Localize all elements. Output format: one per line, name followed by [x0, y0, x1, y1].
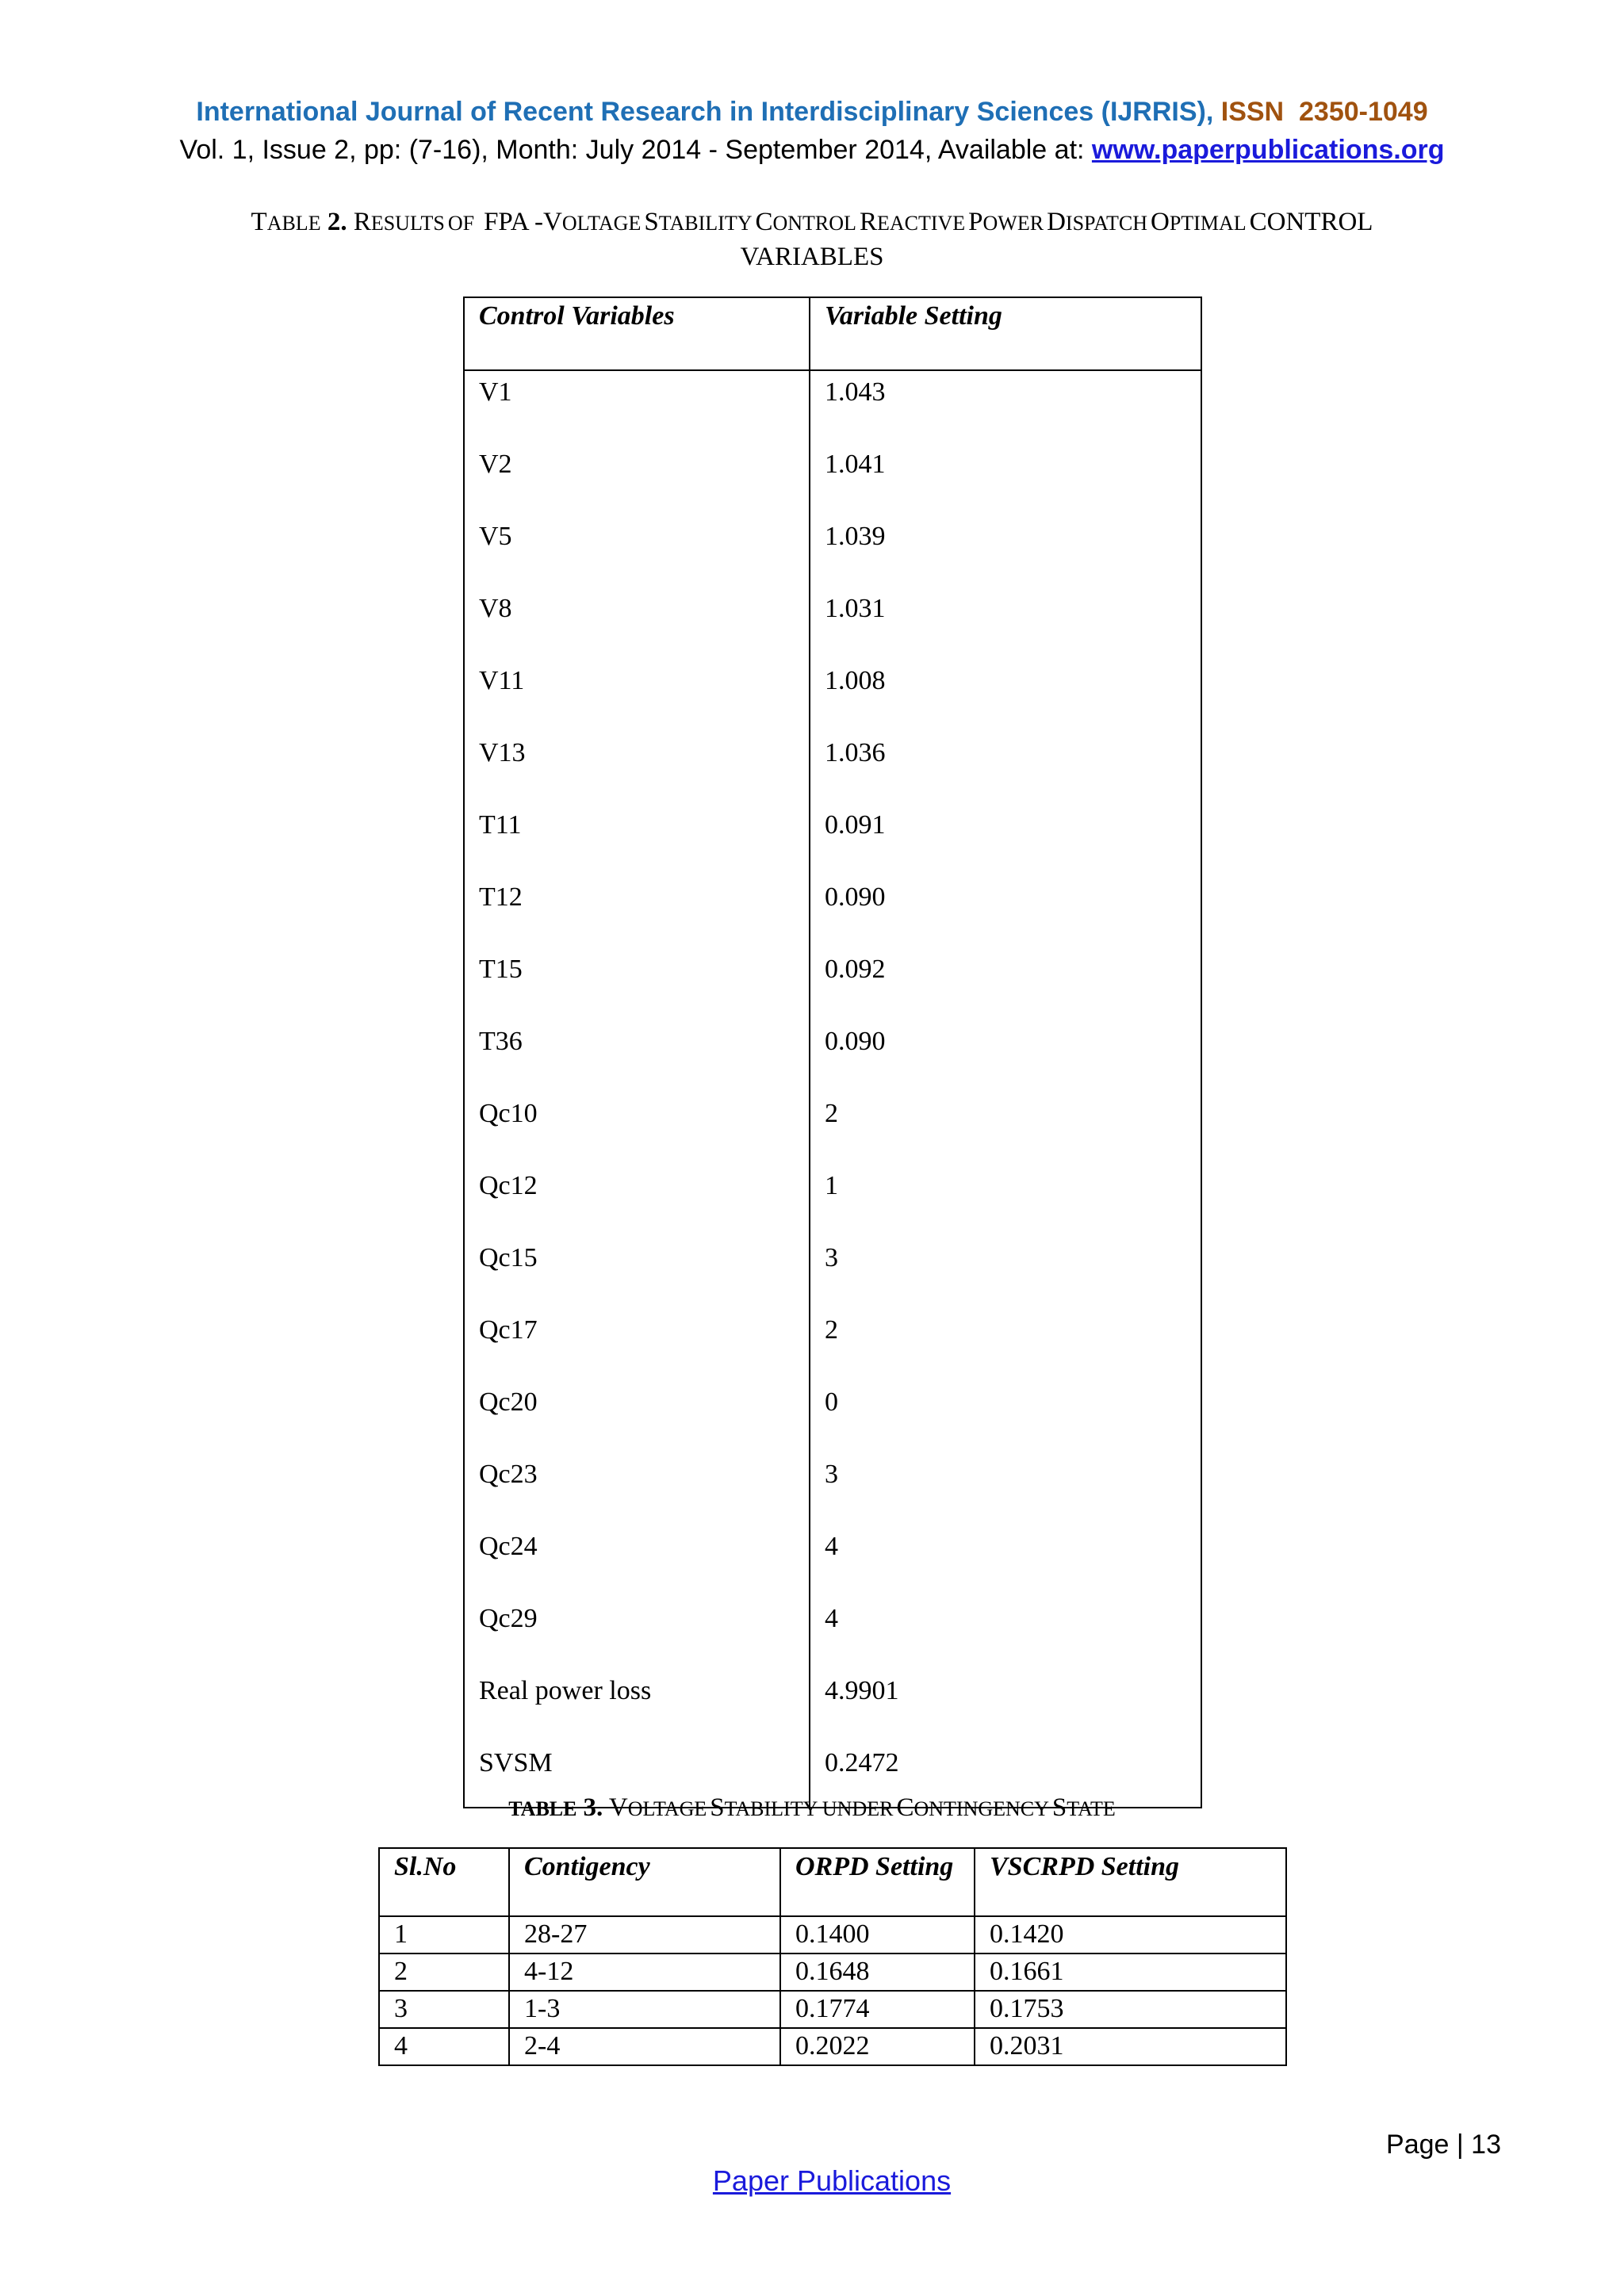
table-row: [464, 666, 1201, 738]
table-cell: 0.1648: [780, 1954, 975, 1991]
table-row: [464, 738, 1201, 810]
table-row: [464, 1604, 1201, 1676]
table-cell: T11: [464, 810, 810, 882]
col-header-vscrpd-setting: VSCRPD Setting: [975, 1848, 1286, 1916]
table-row: [464, 522, 1201, 594]
col-header-control-variables: Control Variables: [464, 297, 810, 370]
table-cell: V1: [464, 370, 810, 450]
table-cell: Qc24: [464, 1532, 810, 1604]
table-cell: 0.2022: [780, 2028, 975, 2065]
table-cell: 1: [810, 1171, 1201, 1243]
table-row: [464, 1315, 1201, 1387]
table-cell: V13: [464, 738, 810, 810]
col-header-variable-setting: Variable Setting: [810, 297, 1201, 370]
table-cell: V11: [464, 666, 810, 738]
table-cell: 1.031: [810, 594, 1201, 666]
table-row: [464, 594, 1201, 666]
journal-header-volume: [0, 135, 1624, 166]
table-cell: T12: [464, 882, 810, 955]
table-cell: Qc20: [464, 1387, 810, 1460]
table-cell: 2: [810, 1315, 1201, 1387]
col-header-contingency: Contigency: [509, 1848, 780, 1916]
table-cell: 0.090: [810, 882, 1201, 955]
table-cell: V2: [464, 450, 810, 522]
table-cell: 4-12: [509, 1954, 780, 1991]
table-cell: 2-4: [509, 2028, 780, 2065]
table-cell: 4: [379, 2028, 509, 2065]
table-cell: 0.091: [810, 810, 1201, 882]
table2-caption-line1: TABLE 2. RESULTS OF FPA -VOLTAGE STABILITY CONTROL REACTIVE POWER DISPATCH OPTIMAL CONTROL: [251, 208, 1373, 236]
table-row: [464, 1460, 1201, 1532]
table-cell: 0.1661: [975, 1954, 1286, 1991]
website-link[interactable]: www.paperpublications.org: [1091, 135, 1445, 165]
table2-caption-line2: VARIABLES: [740, 243, 884, 271]
table-row: [379, 1916, 1286, 1954]
table-cell: V5: [464, 522, 810, 594]
table-cell: Real power loss: [464, 1676, 810, 1748]
table-cell: 28-27: [509, 1916, 780, 1954]
table-cell: 1: [379, 1916, 509, 1954]
table-cell: 1.008: [810, 666, 1201, 738]
table-cell: 0.2031: [975, 2028, 1286, 2065]
table-cell: T36: [464, 1027, 810, 1099]
table-cell: 3: [810, 1243, 1201, 1315]
table-cell: 1.036: [810, 738, 1201, 810]
table-cell: 2: [810, 1099, 1201, 1171]
table-row: [464, 810, 1201, 882]
issn-label: ISSN: [1220, 97, 1285, 127]
table-cell: 0.2472: [810, 1748, 1201, 1808]
table-row: [464, 1387, 1201, 1460]
col-header-sl-no: Sl.No: [379, 1848, 509, 1916]
table-cell: 0.090: [810, 1027, 1201, 1099]
journal-header-title: [0, 97, 1624, 128]
table-cell: 0.1753: [975, 1991, 1286, 2028]
table-cell: T15: [464, 955, 810, 1027]
table3-caption: TABLE 3. VOLTAGE STABILITY UNDER CONTINGENCY STATE: [508, 1793, 1116, 1822]
table-cell: 0: [810, 1387, 1201, 1460]
table-cell: Qc23: [464, 1460, 810, 1532]
table-row: [464, 1532, 1201, 1604]
table-row: [464, 1676, 1201, 1748]
table-row: [464, 882, 1201, 955]
table-cell: 3: [379, 1991, 509, 2028]
table-row: [464, 450, 1201, 522]
table-cell: 1.039: [810, 522, 1201, 594]
col-header-orpd-setting: ORPD Setting: [780, 1848, 975, 1916]
table-header-row: [464, 297, 1201, 370]
table-row: [464, 1099, 1201, 1171]
table-cell: 4.9901: [810, 1676, 1201, 1748]
table-row: [379, 1954, 1286, 1991]
table-cell: Qc29: [464, 1604, 810, 1676]
table-cell: 4: [810, 1604, 1201, 1676]
control-variables-table: [463, 297, 1202, 1808]
table-cell: Qc12: [464, 1171, 810, 1243]
table-cell: 3: [810, 1460, 1201, 1532]
table-cell: Qc15: [464, 1243, 810, 1315]
table-cell: 4: [810, 1532, 1201, 1604]
table-cell: V8: [464, 594, 810, 666]
table-cell: 0.1774: [780, 1991, 975, 2028]
table-row: [379, 2028, 1286, 2065]
table2-caption: [0, 208, 1624, 237]
table-row: [379, 1991, 1286, 2028]
page-number: Page | 13: [1386, 2130, 1501, 2160]
table-row: [464, 370, 1201, 450]
table-cell: 0.1400: [780, 1916, 975, 1954]
table-row: [464, 955, 1201, 1027]
table-row: [464, 1171, 1201, 1243]
table3-body: [379, 1916, 1286, 2065]
table-cell: 0.092: [810, 955, 1201, 1027]
table-cell: 1.043: [810, 370, 1201, 450]
table-cell: Qc17: [464, 1315, 810, 1387]
contingency-table: [378, 1847, 1287, 2066]
volume-info: Vol. 1, Issue 2, pp: (7-16), Month: July 2014 - September 2014, Available at:: [179, 135, 1085, 165]
table2-body: [464, 370, 1201, 1808]
table-row: [464, 1027, 1201, 1099]
table-cell: 1.041: [810, 450, 1201, 522]
table-cell: 1-3: [509, 1991, 780, 2028]
table-cell: 2: [379, 1954, 509, 1991]
table-cell: Qc10: [464, 1099, 810, 1171]
table-cell: 0.1420: [975, 1916, 1286, 1954]
table-header-row: [379, 1848, 1286, 1916]
issn-number: 2350-1049: [1299, 97, 1428, 127]
table-cell: SVSM: [464, 1748, 810, 1808]
journal-title: International Journal of Recent Research in Interdisciplinary Sciences (IJRRIS),: [196, 97, 1214, 127]
table-row: [464, 1243, 1201, 1315]
publisher-link[interactable]: Paper Publications: [712, 2164, 952, 2197]
